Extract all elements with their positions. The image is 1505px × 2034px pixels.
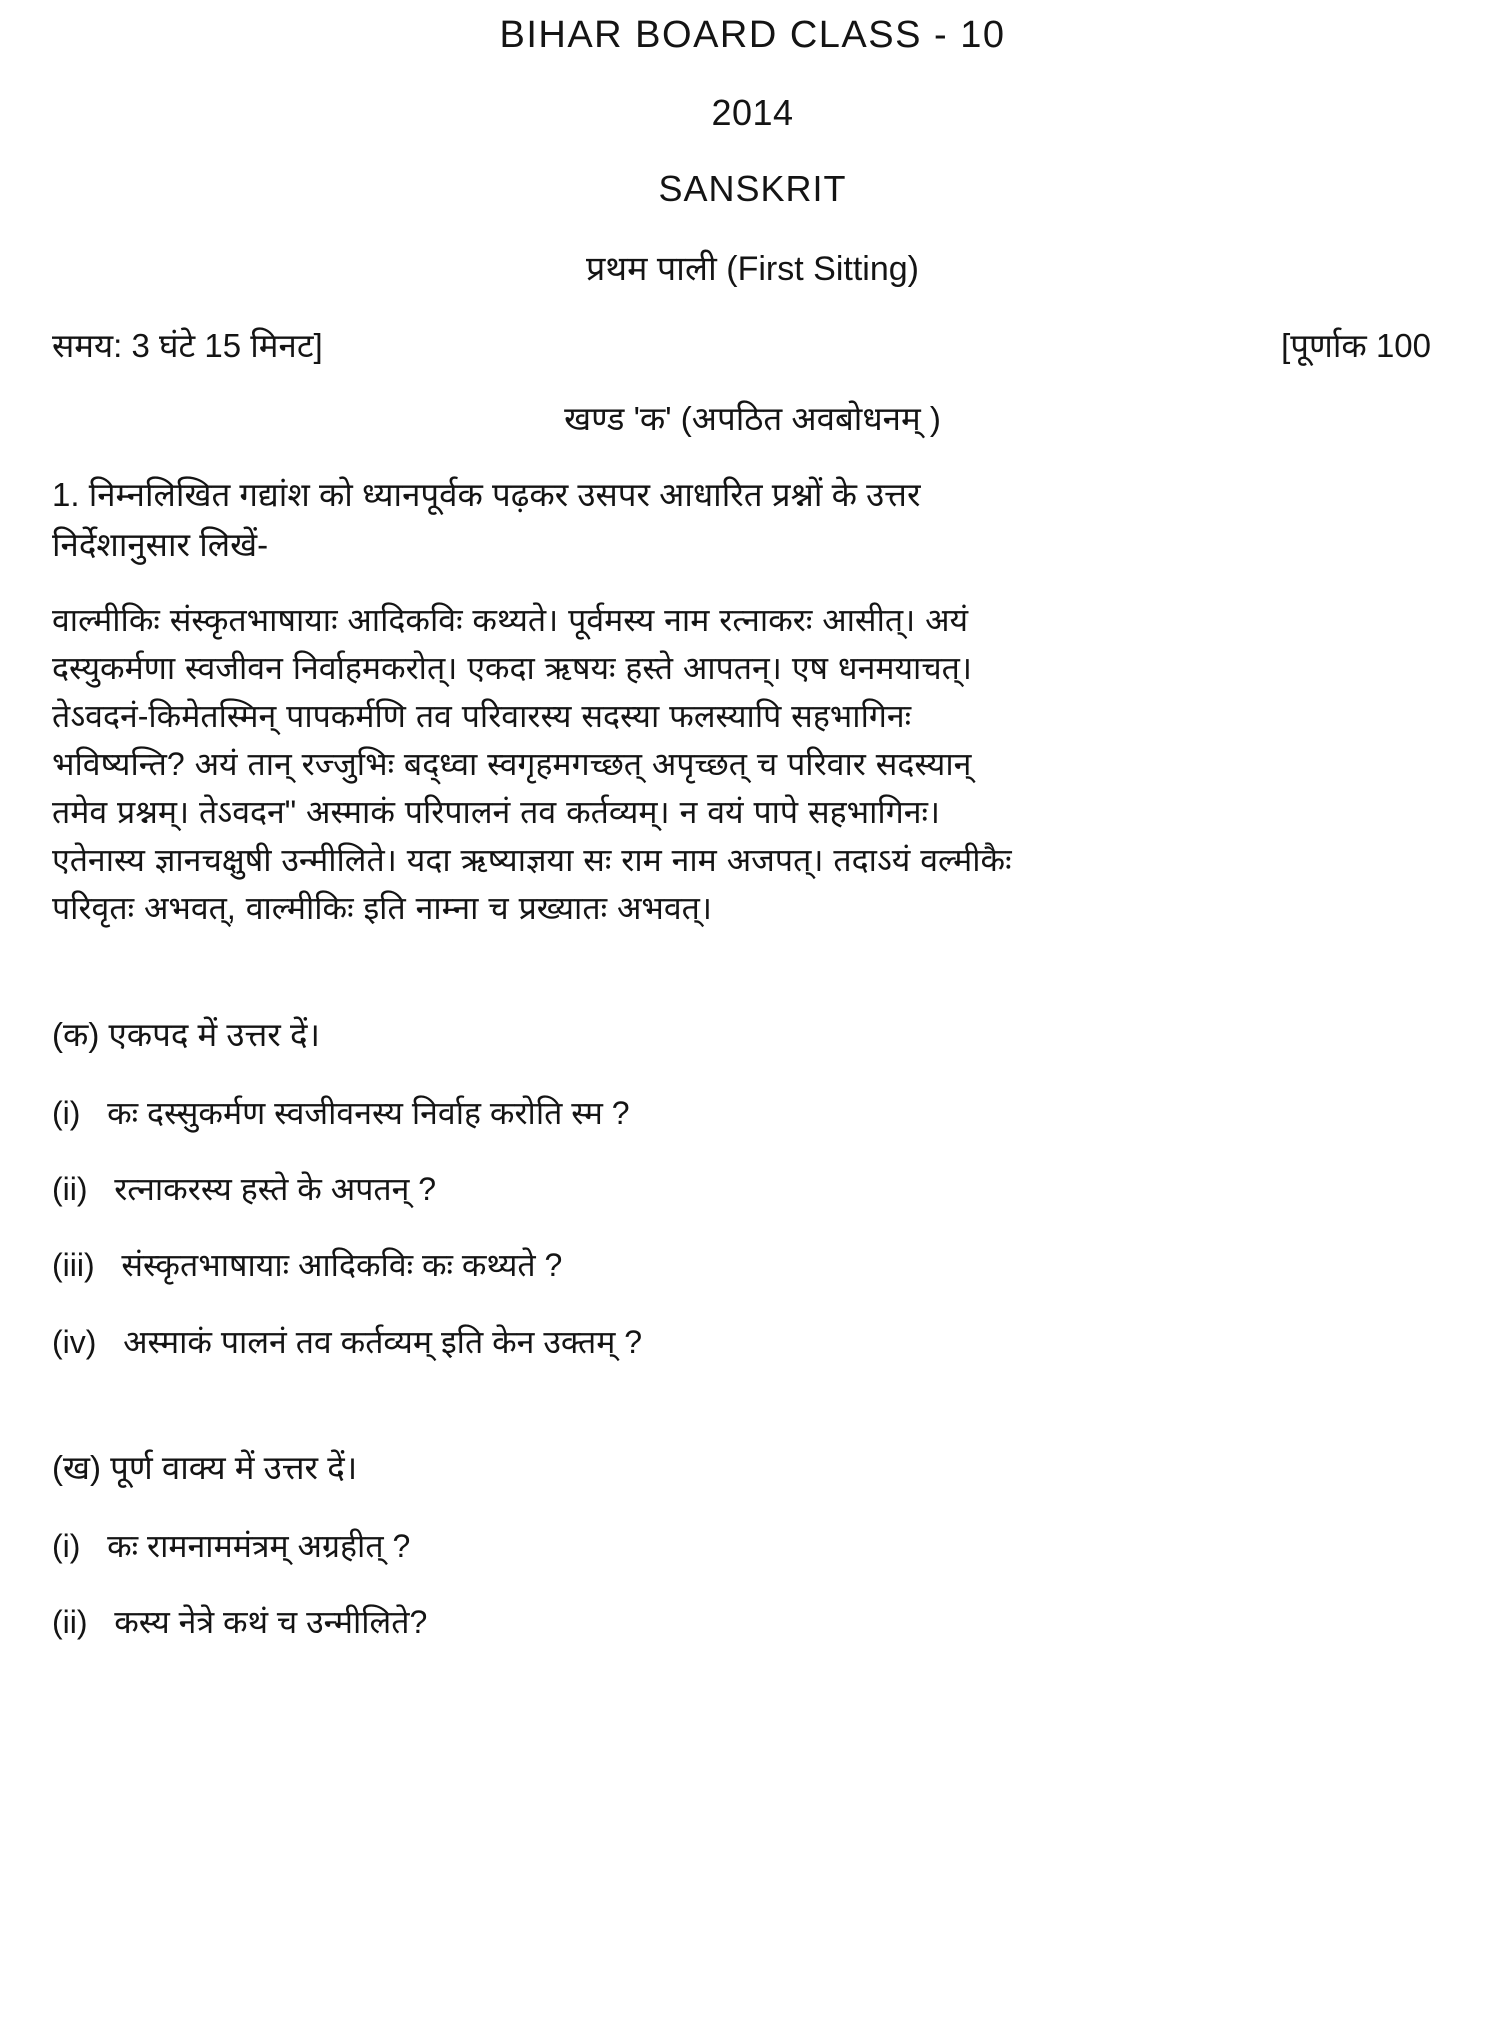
- question1-instruction-line2: निर्देशानुसार लिखें-: [52, 525, 269, 563]
- passage-line: तेऽवदनं-किमेतस्मिन् पापकर्मणि तव परिवारस्य सदस्या फलस्यापि सहभागिनः: [52, 698, 912, 734]
- question-label: (iv): [52, 1323, 97, 1360]
- question-item: [52, 1523, 1453, 1569]
- exam-full-marks: [पूर्णाक 100: [1281, 326, 1431, 364]
- question1-instruction-line1: 1. निम्नलिखित गद्यांश को ध्यानपूर्वक पढ़कर उसपर आधारित प्रश्नों के उत्तर: [52, 475, 921, 513]
- group-ka-heading: (क) एकपद में उत्तर दें।: [52, 1016, 321, 1053]
- question-group-kha: [52, 1443, 1453, 1645]
- passage-line: दस्युकर्मणा स्वजीवन निर्वाहमकरोत्। एकदा ऋषयः हस्ते आपतन्। एष धनमयाचत्।: [52, 650, 973, 686]
- group-kha-heading: (ख) पूर्ण वाक्य में उत्तर दें।: [52, 1449, 358, 1487]
- exam-subject: SANSKRIT: [658, 167, 847, 209]
- question-label: (ii): [52, 1603, 88, 1640]
- passage-line: वाल्मीकिः संस्कृतभाषायाः आदिकविः कथ्यते। पूर्वमस्य नाम रत्नाकरः आसीत्। अयं: [52, 602, 969, 638]
- question-text: अस्माकं पालनं तव कर्तव्यम् इति केन उक्तम् ?: [123, 1323, 643, 1360]
- passage-line: भविष्यन्ति? अयं तान् रज्जुभिः बद्ध्वा स्वगृहमगच्छत् अपृच्छत् च परिवार सदस्यान्: [52, 746, 972, 782]
- section-heading: खण्ड 'क' (अपठित अवबोधनम् ): [564, 399, 941, 437]
- question-label: (i): [52, 1527, 81, 1564]
- passage-line: तमेव प्रश्नम्। तेऽवदन" अस्माकं परिपालनं तव कर्तव्यम्। न वयं पापे सहभागिनः।: [52, 794, 941, 830]
- question-item: [52, 1599, 1453, 1645]
- question-text: संस्कृतभाषायाः आदिकविः कः कथ्यते ?: [121, 1247, 563, 1284]
- reading-passage: [52, 596, 1453, 932]
- question-text: कः दस्सुकर्मण स्वजीवनस्य निर्वाह करोति स्म ?: [107, 1094, 630, 1131]
- question-text: कस्य नेत्रे कथं च उन्मीलिते?: [114, 1603, 428, 1640]
- board-title: BIHAR BOARD CLASS - 10: [499, 14, 1006, 56]
- passage-line: परिवृतः अभवत्, वाल्मीकिः इति नाम्ना च प्रख्यातः अभवत्।: [52, 890, 713, 926]
- exam-year: 2014: [711, 91, 794, 133]
- question-item: [52, 1319, 1453, 1365]
- exam-duration: समय: 3 घंटे 15 मिनट]: [52, 326, 323, 364]
- question-label: (iii): [52, 1247, 95, 1284]
- question-item: [52, 1090, 1453, 1136]
- question-label: (i): [52, 1094, 81, 1131]
- question-text: रत्नाकरस्य हस्ते के अपतन् ?: [114, 1170, 437, 1207]
- question-item: [52, 1166, 1453, 1212]
- exam-meta-row: [52, 322, 1453, 367]
- question-item: [52, 1242, 1453, 1288]
- question1-instruction: [52, 470, 1453, 570]
- passage-line: एतेनास्य ज्ञानचक्षुषी उन्मीलिते। यदा ऋष्याज्ञया सः राम नाम अजपत्। तदाऽयं वल्मीकैः: [52, 842, 1012, 878]
- question-group-ka: [52, 1010, 1453, 1365]
- exam-sitting: प्रथम पाली (First Sitting): [586, 249, 919, 288]
- question-text: कः रामनाममंत्रम् अग्रहीत् ?: [107, 1527, 411, 1564]
- question-label: (ii): [52, 1170, 88, 1207]
